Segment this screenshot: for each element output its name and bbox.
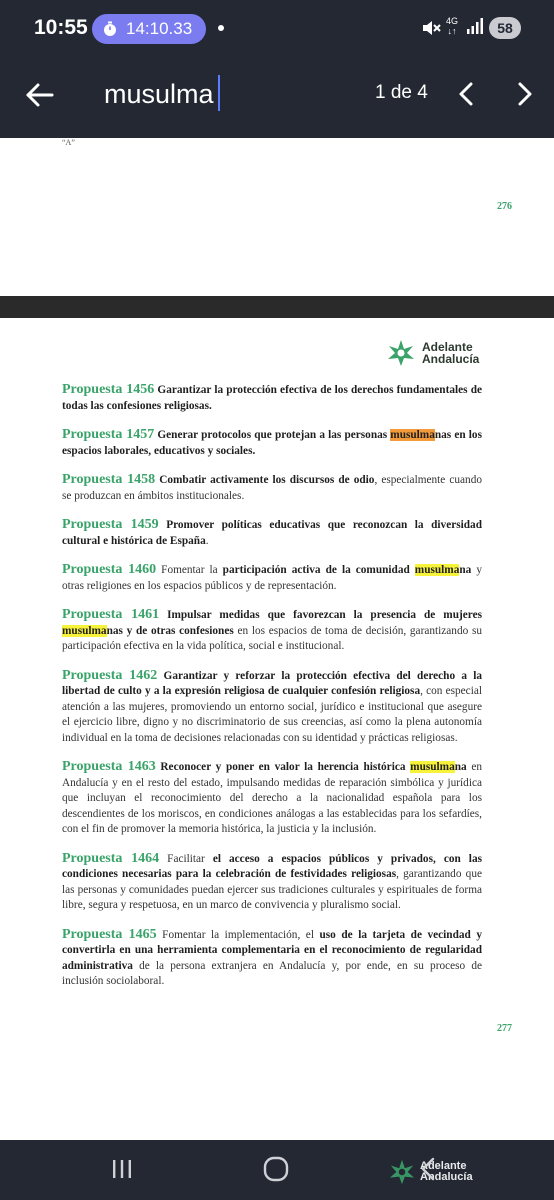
party-logo [386, 338, 479, 368]
proposal-item [62, 607, 482, 655]
find-in-page-bar [0, 60, 554, 138]
proposal-list [62, 382, 482, 1003]
proposal-item [62, 382, 482, 414]
logo-text: Adelante Andalucía [420, 1160, 473, 1183]
page-number: 276 [497, 201, 512, 212]
proposal-text: Fomentar la [156, 564, 223, 576]
proposal-text: Garantizar la protección efectiva de los derechos fundamentales de todas las confesiones religiosas. [62, 384, 483, 412]
proposal-text: Impulsar medidas que favorezcan la presencia de mujeres [159, 609, 482, 621]
proposal-item [62, 472, 482, 504]
proposal-text: Promover políticas educativas que reconozcan la diversidad cultural e histórica de España [62, 519, 482, 547]
status-bar [0, 0, 554, 60]
home-icon[interactable] [263, 1156, 289, 1182]
battery-level: 58 [497, 20, 513, 36]
system-nav-bar [0, 1140, 554, 1200]
nav-back-icon[interactable] [418, 1156, 438, 1182]
proposal-number: Propuesta 1456 [62, 382, 155, 397]
proposal-number: Propuesta 1465 [62, 926, 157, 942]
search-highlight: musulma [414, 564, 460, 576]
page-number: 277 [497, 1023, 512, 1034]
proposal-text: Facilitar [159, 852, 213, 865]
signal-icon [466, 17, 484, 35]
proposal-number: Propuesta 1464 [62, 850, 160, 866]
proposal-text: uso de la tarjeta de vecindad y convertirla en una herramienta complementaria en el reconocimiento de regularidad administrativa [62, 928, 482, 972]
document-page-277 [0, 318, 554, 1140]
stopwatch-icon [102, 21, 118, 37]
proposal-text: , con especial atención a las mujeres, promoviendo un entorno social, jurídico e institucional que asegure el ejercicio libre, digno y no discriminatorio de sus creencias, así como la plena autonomía individual en la toma de decisiones relacionadas con su identidad y prácticas religiosas. [62, 685, 482, 744]
back-arrow-icon[interactable] [24, 78, 58, 112]
proposal-text: en los espacios de toma de decisión, garantizando su participación efectiva en la vida política, social e institucional. [62, 624, 482, 652]
proposal-number: Propuesta 1461 [62, 607, 160, 622]
document-page-276 [0, 138, 554, 296]
recent-apps-icon[interactable] [110, 1157, 134, 1181]
page-separator [0, 296, 554, 318]
clock: 10:55 [34, 16, 88, 39]
proposal-text: Fomentar la implementación, el [156, 928, 320, 941]
timer-value: 14:10.33 [126, 19, 193, 38]
next-match-icon[interactable] [512, 80, 536, 108]
proposal-text: participación activa de la comunidad [222, 564, 415, 576]
proposal-number: Propuesta 1457 [62, 427, 155, 442]
notification-dot-icon [218, 25, 224, 31]
proposal-number: Propuesta 1463 [62, 759, 156, 774]
proposal-number: Propuesta 1459 [62, 517, 159, 532]
proposal-text: Garantizar y reforzar la protección efectiva del derecho a la libertad de culto y a la expresión religiosa de cualquier confesión religiosa [62, 669, 482, 697]
proposal-text: Generar protocolos que protejan a las personas [154, 429, 391, 441]
timer-pill[interactable] [92, 14, 206, 44]
proposal-text: . [205, 534, 209, 547]
proposal-number: Propuesta 1460 [62, 562, 157, 577]
previous-match-icon[interactable] [455, 80, 479, 108]
proposal-item [62, 927, 482, 990]
battery-icon [489, 17, 521, 39]
mute-icon [421, 18, 441, 38]
search-highlight: musulma [410, 761, 455, 773]
leaf-logo-icon [386, 338, 416, 368]
proposal-number: Propuesta 1462 [62, 667, 158, 683]
match-counter: 1 de 4 [375, 82, 428, 103]
proposal-text: el acceso a espacios públicos y privados, con las condiciones necesarias para la celebración de festividades religiosas [62, 852, 482, 880]
text-cursor [218, 75, 220, 111]
proposal-text: de la persona extranjera en Andalucía y, por ende, en su proceso de inclusión sociolaboral. [62, 959, 482, 987]
proposal-text: en Andalucía y en el resto del estado, impulsando medidas de reparación simbólica y jurídica que incluyan el reconocimiento del derecho a la nacionalidad española para los descendientes de los moriscos, en condiciones análogas a las establecidas para los sefardíes, con el fin de promover la memoria histórica, la justicia y la inclusión. [62, 761, 482, 835]
proposal-text: nas en los espacios laborales, educativos y sociales. [62, 429, 482, 457]
proposal-text: , especialmente cuando se produzcan en ámbitos institucionales. [62, 474, 482, 502]
proposal-text: nas y de otras confesiones [106, 624, 234, 637]
search-input[interactable] [104, 74, 344, 114]
proposal-text: na [459, 564, 472, 576]
search-highlight: musulma [62, 624, 107, 637]
network-type: 4G ↓↑ [446, 16, 459, 36]
logo-text: Adelante Andalucía [422, 340, 480, 366]
proposal-item [62, 427, 482, 459]
proposal-text: Combatir activamente los discursos de odio [155, 474, 375, 486]
page-fragment-text: “A” [62, 138, 75, 147]
proposal-item [62, 562, 482, 594]
proposal-item [62, 851, 482, 914]
proposal-item [62, 517, 482, 549]
proposal-text: , garantizando que las personas y comunidades puedan ejercer sus tradiciones culturales y espirituales de forma libre, segura y respetuosa, en un marco de convivencia y pluralismo social. [62, 868, 482, 911]
proposal-text: y otras religiones en los espacios públicos y de representación. [62, 564, 482, 592]
proposal-text: na [454, 761, 467, 773]
proposal-item [62, 668, 482, 747]
leaf-logo-icon [388, 1158, 416, 1186]
proposal-number: Propuesta 1458 [62, 472, 156, 487]
proposal-text: Reconocer y poner en valor la herencia histórica [155, 761, 411, 773]
active-search-highlight: musulma [390, 429, 435, 441]
proposal-item [62, 759, 482, 838]
